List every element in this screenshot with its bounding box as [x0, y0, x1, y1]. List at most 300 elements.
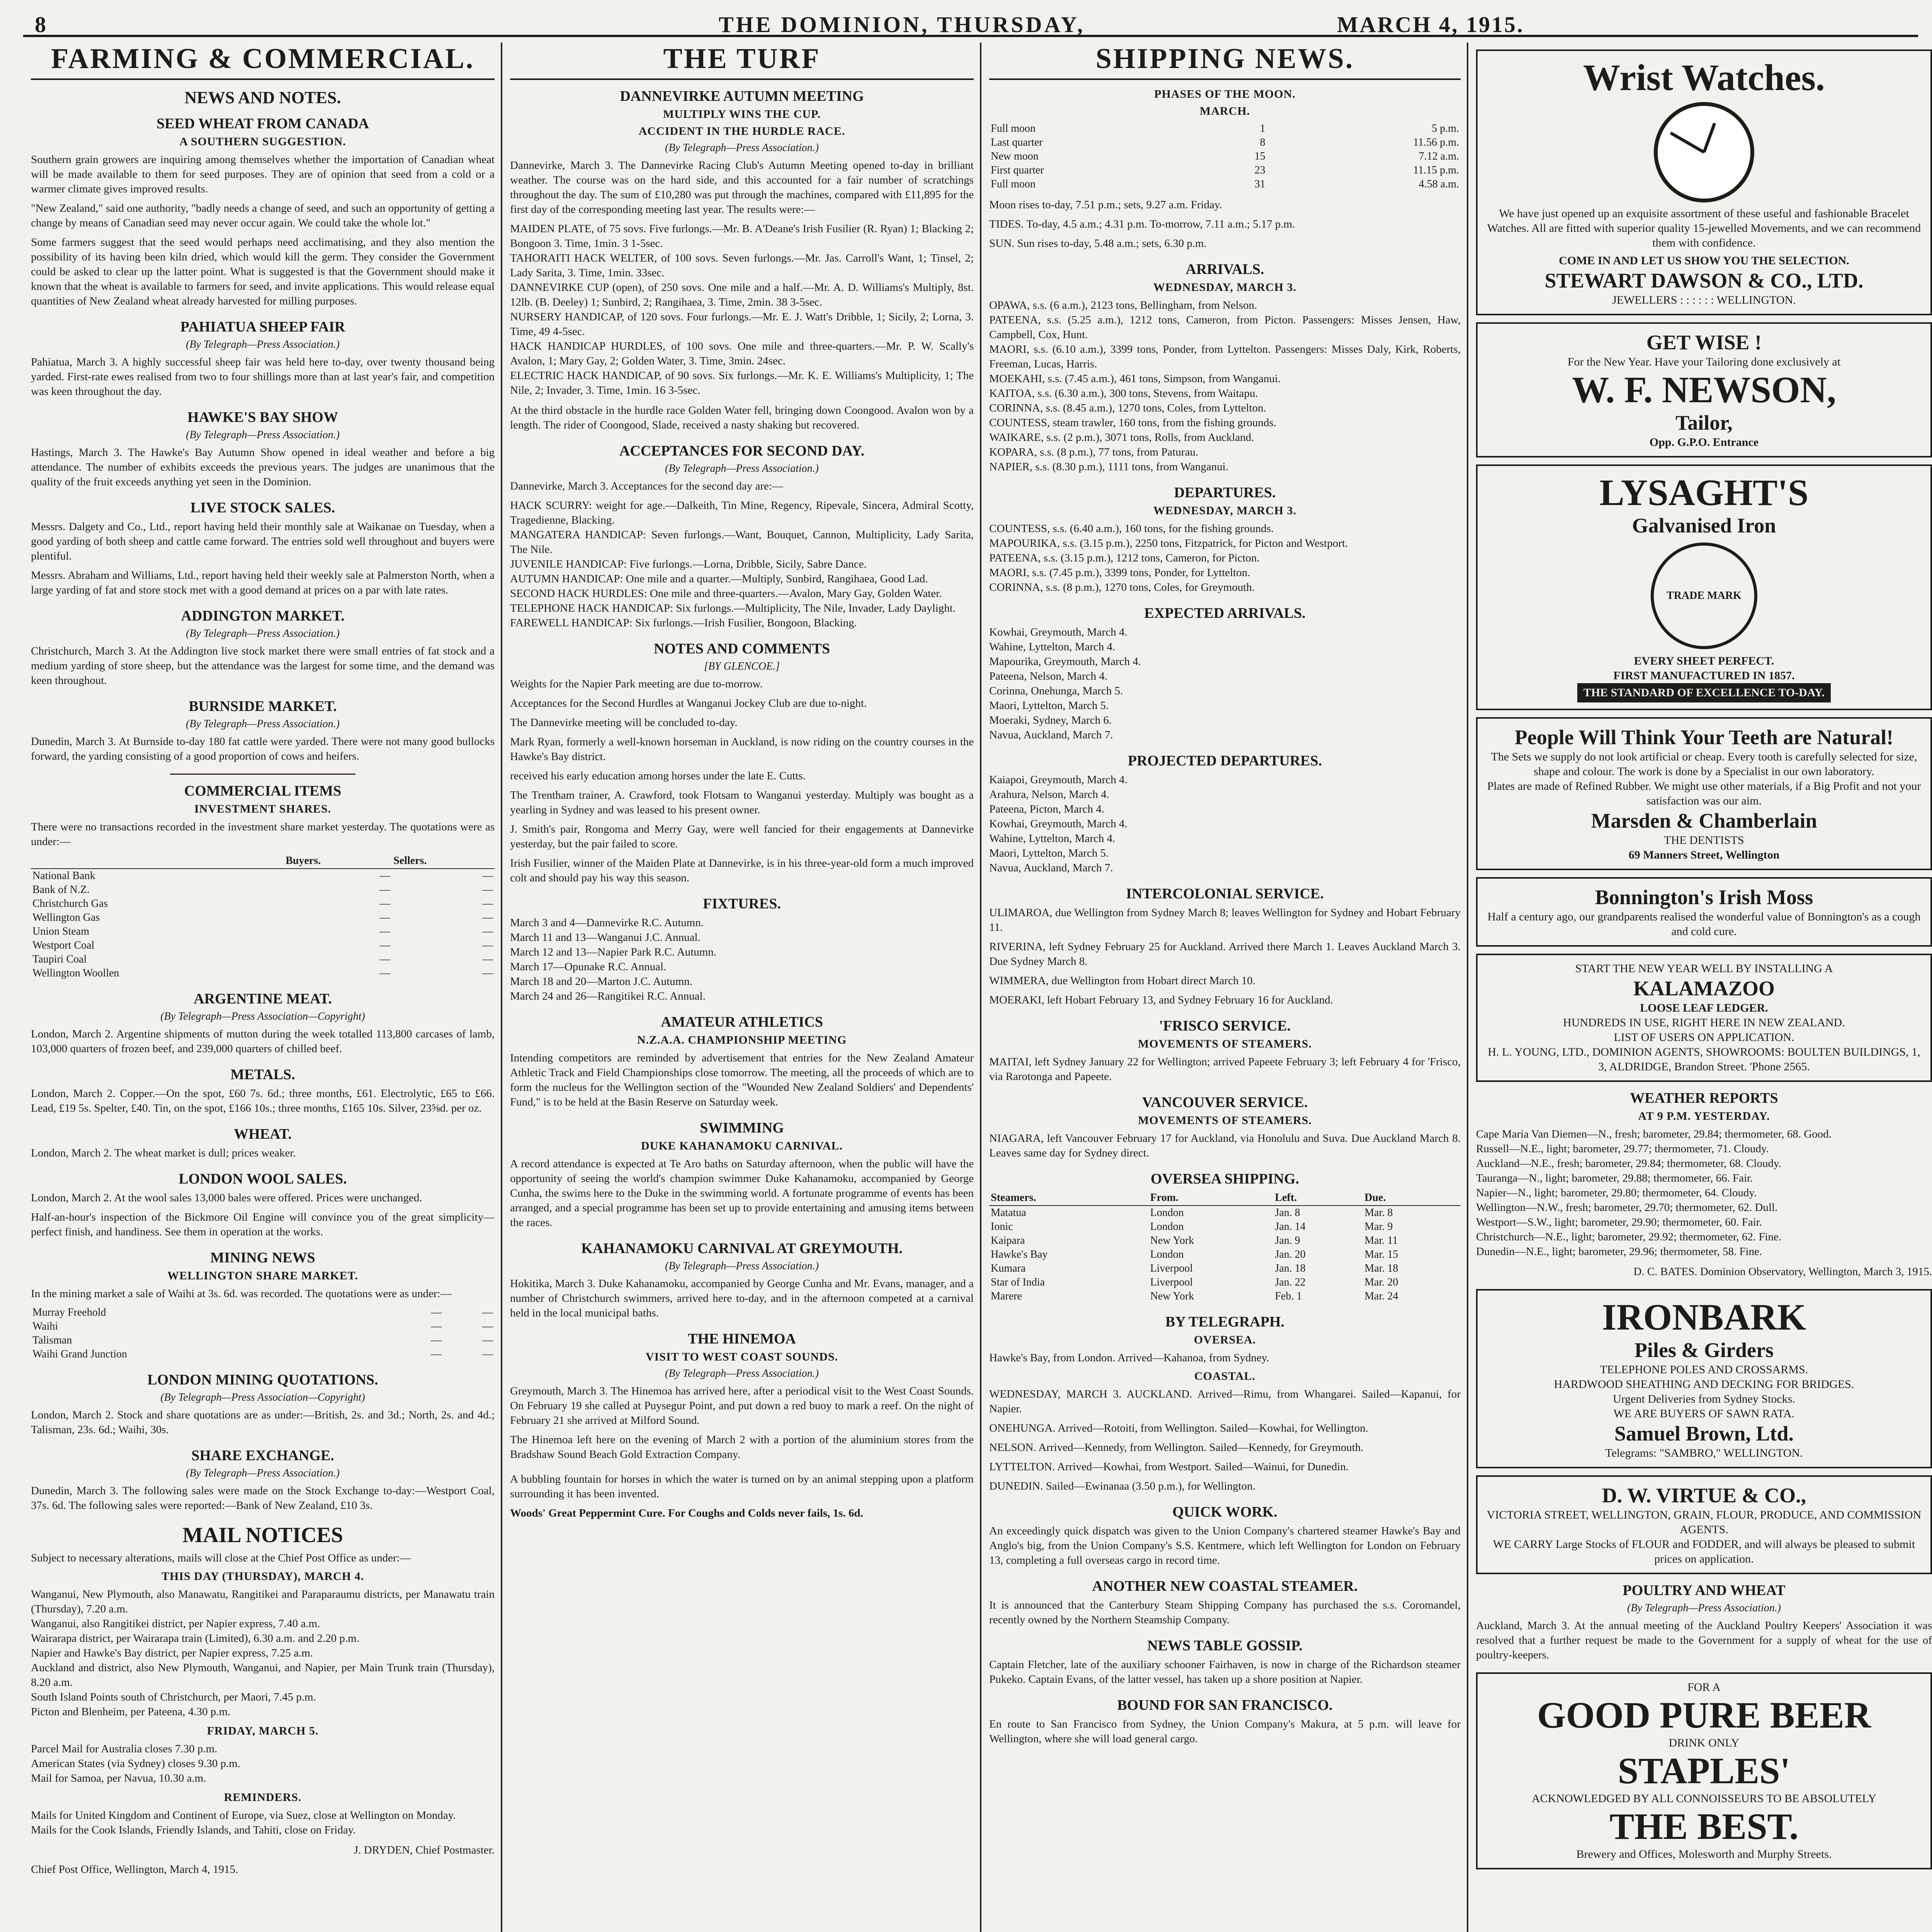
article-commercial	[31, 782, 495, 980]
list-item: Mail for Samoa, per Navua, 10.30 a.m.	[31, 1772, 206, 1784]
ad-title: GOOD PURE BEER	[1537, 1694, 1871, 1736]
list-item: Auckland and district, also New Plymouth, Wanganui, and Napier, per Main Trunk train (Thursday), 8.20 a.m.	[31, 1662, 495, 1689]
mail-reminders-heading: REMINDERS.	[224, 1791, 302, 1804]
page-number: 8	[35, 12, 46, 37]
table-row: Murray Freehold — —	[32, 1306, 493, 1318]
table-row: Waihi Grand Junction — —	[32, 1348, 493, 1360]
list-item: PATEENA, s.s. (3.15 p.m.), 1212 tons, Cameron, for Picton.	[989, 552, 1260, 564]
ad-text: 69 Manners Street, Wellington	[1628, 849, 1780, 861]
article-seed-wheat	[31, 115, 495, 308]
section-heading-farming: FARMING & COMMERCIAL.	[31, 43, 495, 80]
article-subheading: INVESTMENT SHARES.	[194, 803, 332, 815]
article-headline: WEATHER REPORTS	[1630, 1090, 1778, 1106]
article-headline: ACCEPTANCES FOR SECOND DAY.	[619, 443, 865, 459]
column-advertisements	[1476, 43, 1932, 1932]
article-paragraph: DUNEDIN. Sailed—Ewinanaa (3.50 p.m.), for Wellington.	[989, 1480, 1255, 1492]
table-row: Star of India Liverpool Jan. 22 Mar. 20	[991, 1276, 1398, 1288]
oversea-table	[989, 1190, 1461, 1303]
list-item: Kowhai, Greymouth, March 4.	[989, 626, 1128, 638]
ad-text: FIRST MANUFACTURED IN 1857.	[1613, 669, 1795, 682]
list-item: Pateena, Nelson, March 4.	[989, 670, 1108, 682]
ad-title: GET WISE !	[1646, 331, 1762, 354]
article-table-gossip	[989, 1637, 1461, 1687]
article-moon-phases	[989, 88, 1461, 251]
sun-times: SUN. Sun rises to-day, 5.48 a.m.; sets, 6.30 p.m.	[989, 237, 1207, 250]
ad-text: THE DENTISTS	[1664, 834, 1744, 847]
tides: TIDES. To-day, 4.5 a.m.; 4.31 p.m. To-morrow, 7.11 a.m.; 5.17 p.m.	[989, 218, 1295, 230]
article-live-stock	[31, 499, 495, 597]
list-item: AUTUMN HANDICAP: One mile and a quarter.—Multiply, Sunbird, Rangihaea, Good Lad.	[510, 573, 928, 585]
list-item: MAIDEN PLATE, of 75 sovs. Five furlongs.—Mr. B. A'Deane's Irish Fusilier (R. Ryan) 1; Blacking 2; Bongoon 3. Time, 1min. 3 1-5sec.	[510, 223, 974, 250]
article-hawkes-bay	[31, 409, 495, 489]
list-item: Napier—N., light; barometer, 29.80; thermometer, 64. Cloudy.	[1476, 1187, 1757, 1199]
list-item: Wahine, Lyttelton, March 4.	[989, 641, 1116, 653]
list-item: Auckland—N.E., fresh; barometer, 29.84; thermometer, 68. Cloudy.	[1476, 1157, 1781, 1170]
article-departures	[989, 484, 1461, 595]
article-san-francisco	[989, 1697, 1461, 1746]
article-metals	[31, 1066, 495, 1116]
article-paragraph: MAITAI, left Sydney January 22 for Wellington; arrived Papeete February 3; left February 4 for 'Frisco, via Rarotonga and Papeete.	[989, 1056, 1461, 1083]
ad-text: Urgent Deliveries from Sydney Stocks.	[1613, 1393, 1795, 1405]
column-turf	[510, 43, 974, 1932]
article-notes-comments	[510, 640, 974, 885]
list-item: Wairarapa district, per Wairarapa train (Limited), 6.30 a.m. and 2.20 p.m.	[31, 1632, 359, 1645]
article-headline: KAHANAMOKU CARNIVAL AT GREYMOUTH.	[581, 1240, 903, 1257]
article-paragraph: It is announced that the Canterbury Steam Shipping Company has purchased the s.s. Coromandel, recently owned by the Northern Steamship Company.	[989, 1599, 1461, 1626]
article-share-exchange	[31, 1447, 495, 1513]
article-paragraph: Greymouth, March 3. The Hinemoa has arrived here, after a periodical visit to the West Coast Sounds. On February 19 she called at Puysegur Point, and put down a red buoy to mark a reef. On the night of February 21 she arrived at Milford Sound.	[510, 1385, 974, 1427]
list-item: NURSERY HANDICAP, of 120 sovs. Four furlongs.—Mr. E. J. Watt's Dribble, 1; Sicily, 2; Lorna, 3. Time, 49 4-5sec.	[510, 311, 974, 338]
list-item: KOPARA, s.s. (8 p.m.), 77 tons, from Paturau.	[989, 446, 1199, 458]
article-fixtures	[510, 895, 974, 1003]
list-item: American States (via Sydney) closes 9.30 p.m.	[31, 1757, 241, 1770]
article-headline: VANCOUVER SERVICE.	[1142, 1094, 1308, 1111]
article-headline: MAIL NOTICES	[182, 1523, 343, 1547]
table-row: Hawke's Bay London Jan. 20 Mar. 15	[991, 1248, 1398, 1260]
ad-title: IRONBARK	[1602, 1296, 1806, 1338]
list-item: Kowhai, Greymouth, March 4.	[989, 818, 1128, 830]
article-paragraph: RIVERINA, left Sydney February 25 for Auckland. Arrived there March 1. Leaves Auckland March 3. Due Sydney March 8.	[989, 940, 1461, 968]
list-item: March 12 and 13—Napier Park R.C. Autumn.	[510, 946, 717, 958]
column-rule	[501, 43, 502, 1932]
article-credit: (By Telegraph—Press Association.)	[186, 1467, 340, 1479]
mail-list	[31, 1808, 495, 1837]
article-paragraph: J. Smith's pair, Rongoma and Merry Gay, were well fancied for their engagements at Dannevirke yesterday, but the pair failed to score.	[510, 823, 974, 850]
table-row: Last quarter 8 11.56 p.m.	[991, 136, 1459, 148]
article-headline: ANOTHER NEW COASTAL STEAMER.	[1092, 1578, 1358, 1594]
race-results	[510, 221, 974, 398]
moon-rise: Moon rises to-day, 7.51 p.m.; sets, 9.27 a.m. Friday.	[989, 199, 1222, 211]
list-item: Wellington—N.W., fresh; barometer, 29.70; thermometer, 62. Dull.	[1476, 1201, 1778, 1214]
article-headline: NEWS TABLE GOSSIP.	[1147, 1638, 1303, 1654]
article-paragraph: ONEHUNGA. Arrived—Rotoiti, from Wellington. Sailed—Kowhai, for Wellington.	[989, 1422, 1368, 1434]
table-row: Taupiri Coal — —	[32, 953, 493, 965]
article-projected-departures	[989, 752, 1461, 875]
list-item: Cape Maria Van Diemen—N., fresh; barometer, 29.84; thermometer, 68. Good.	[1476, 1128, 1832, 1140]
article-headline: MINING NEWS	[210, 1250, 315, 1266]
fountain-note: A bubbling fountain for horses in which the water is turned on by an animal stepping upon a platform surrounding it has been invented.	[510, 1473, 974, 1500]
article-headline: OVERSEA SHIPPING.	[1150, 1171, 1299, 1187]
column-rule	[980, 43, 981, 1932]
table-row: National Bank — —	[32, 870, 493, 882]
mining-table	[31, 1306, 495, 1361]
mail-day-heading: THIS DAY (THURSDAY), MARCH 4.	[161, 1570, 364, 1583]
ad-text: THE STANDARD OF EXCELLENCE TO-DAY.	[1577, 683, 1831, 702]
ad-virtue	[1476, 1475, 1932, 1574]
list-item: Napier and Hawke's Bay district, per Napier express, 7.25 a.m.	[31, 1647, 313, 1659]
article-argentine-meat	[31, 990, 495, 1056]
article-paragraph: A record attendance is expected at Te Aro baths on Saturday afternoon, when the public will have the opportunity of seeing the world's champion swimmer Duke Kahanamoku, accompanied by George Cunha, the swims here to the Duke in the swimming world. A fortunate programme of events has been arranged, and a special programme has been set up to provide entertaining and amusing items between the races.	[510, 1158, 974, 1229]
table-header-row: Buyers. Sellers.	[31, 854, 495, 869]
article-paragraph: Captain Fletcher, late of the auxiliary schooner Fairhaven, is now in charge of the Richardson steamer Pukeko. Captain Evans, of the latter vessel, has taken up a shore position at Napier.	[989, 1658, 1461, 1685]
list-item: March 11 and 13—Wanganui J.C. Annual.	[510, 931, 701, 944]
article-weather	[1476, 1090, 1932, 1279]
article-headline: DANNEVIRKE AUTUMN MEETING	[620, 88, 864, 104]
table-header-row: Steamers. From. Left. Due.	[989, 1190, 1461, 1206]
list-item: MOEKAHI, s.s. (7.45 a.m.), 461 tons, Simpson, from Wanganui.	[989, 372, 1281, 385]
article-swimming	[510, 1119, 974, 1230]
mail-list	[31, 1587, 495, 1719]
article-paragraph: Dunedin, March 3. The following sales were made on the Stock Exchange to-day:—Westport Coal, 37s. 6d. The following sales were reported:—Bank of New Zealand, £10 3s.	[31, 1485, 495, 1512]
departure-list	[989, 521, 1461, 595]
article-mail-notices	[31, 1523, 495, 1877]
table-row: Matatua London Jan. 8 Mar. 8	[991, 1207, 1393, 1219]
article-headline: FIXTURES.	[703, 896, 781, 912]
list-item: NAPIER, s.s. (8.30 p.m.), 1111 tons, from Wanganui.	[989, 461, 1228, 473]
ad-text: H. L. YOUNG, LTD., DOMINION AGENTS, SHOWROOMS: BOULTEN BUILDINGS, 1, 3, ALDRIDGE, Brandon Street. 'Phone 2565.	[1488, 1046, 1920, 1073]
article-paragraph: Half-an-hour's inspection of the Bickmore Oil Engine will convince you of the great simplicity—perfect finish, and handiness. See them in operation at the works.	[31, 1211, 495, 1238]
list-item: Parcel Mail for Australia closes 7.30 p.m.	[31, 1743, 218, 1755]
list-item: March 17—Opunake R.C. Annual.	[510, 961, 667, 973]
article-headline: HAWKE'S BAY SHOW	[187, 409, 338, 425]
article-paragraph: Weights for the Napier Park meeting are due to-morrow.	[510, 678, 763, 690]
article-headline: INTERCOLONIAL SERVICE.	[1126, 886, 1324, 902]
article-credit: (By Telegraph—Press Association.)	[186, 628, 340, 639]
column-farming	[31, 43, 495, 1932]
list-item: Russell—N.E., light; barometer, 29.77; thermometer, 71. Cloudy.	[1476, 1143, 1769, 1155]
table-row: First quarter 23 11.15 p.m.	[991, 164, 1459, 176]
article-paragraph: An exceedingly quick dispatch was given to the Union Company's chartered steamer Hawke's Bay and Anglo's big, from the Union Company's S.S. Kentmere, which left Wellington for London on February 13, completing a full overseas cargo in record time.	[989, 1525, 1461, 1566]
table-row: Kumara Liverpool Jan. 18 Mar. 18	[991, 1262, 1398, 1274]
article-paragraph: Some farmers suggest that the seed would perhaps need acclimatising, and they also mention the possibility of its having been kiln dried, which would kill the germ. They consider the Government could be asked to clear up the latter point. What is suggested is that the Government should make it known that the wheat is available to farmers for seed, and invite applications. This would release equal quantities of New Zealand wheat already harvested for milling purposes.	[31, 236, 495, 307]
ad-title: Bonnington's Irish Moss	[1595, 886, 1813, 909]
list-item: Arahura, Nelson, March 4.	[989, 788, 1109, 801]
article-subheading: VISIT TO WEST COAST SOUNDS.	[645, 1350, 838, 1363]
article-headline: BY TELEGRAPH.	[1165, 1314, 1285, 1330]
article-credit: (By Telegraph—Press Association.)	[1627, 1602, 1781, 1614]
article-paragraph: Messrs. Abraham and Williams, Ltd., report having held their weekly sale at Palmerston North, when a large yarding of fat and store stock met with a good demand at prices on a par with late rates.	[31, 569, 495, 596]
ad-text: The Sets we supply do not look artificial or cheap. Every tooth is carefully selected for size, shape and colour. The work is done by a Specialist in our own laboratory.	[1491, 750, 1917, 778]
list-item: MAPOURIKA, s.s. (3.15 p.m.), 2250 tons, Fitzpatrick, for Picton and Westport.	[989, 537, 1348, 549]
article-paragraph: Hastings, March 3. The Hawke's Bay Autumn Show opened in ideal weather and before a big attendance. The number of exhibits exceeds the previous years. The judges are unanimous that the quality of the fruit exceeds anything yet seen in the Dominion.	[31, 446, 495, 488]
table-row: Christchurch Gas — —	[32, 898, 493, 910]
article-by-telegraph	[989, 1313, 1461, 1493]
article-headline: PAHIATUA SHEEP FAIR	[180, 319, 345, 335]
article-headline: LONDON MINING QUOTATIONS.	[147, 1372, 378, 1388]
list-item: Westport—S.W., light; barometer, 29.90; thermometer, 60. Fair.	[1476, 1216, 1762, 1228]
ad-text: FOR A	[1687, 1681, 1721, 1694]
list-item: Maori, Lyttelton, March 5.	[989, 847, 1109, 859]
article-dannevirke	[510, 88, 974, 432]
article-paragraph: received his early education among horses under the late E. Cutts.	[510, 770, 806, 782]
article-oversea-shipping	[989, 1170, 1461, 1303]
ad-text: THE BEST.	[1609, 1806, 1799, 1847]
ad-text: Telegrams: "SAMBRO," WELLINGTON.	[1605, 1447, 1803, 1459]
list-item: Picton and Blenheim, per Pateena, 4.30 p.m.	[31, 1706, 231, 1718]
ad-firm: STEWART DAWSON & CO., LTD.	[1544, 269, 1864, 292]
ad-text: Plates are made of Refined Rubber. We might use other materials, if a Big Profit and not your satisfaction was our aim.	[1487, 780, 1921, 807]
article-headline: QUICK WORK.	[1172, 1504, 1277, 1520]
ad-text: For the New Year. Have your Tailoring done exclusively at	[1567, 355, 1841, 368]
article-credit: (By Telegraph—Press Association.)	[665, 463, 819, 474]
list-item: Wanganui, New Plymouth, also Manawatu, Rangitikei and Paraparaumu districts, per Manawatu train (Thursday), 7.20 a.m.	[31, 1588, 495, 1615]
ad-text: Galvanised Iron	[1632, 514, 1776, 537]
article-credit: (By Telegraph—Press Association.)	[665, 142, 819, 154]
ad-irish-moss	[1476, 877, 1932, 947]
ad-text: Piles & Girders	[1634, 1338, 1774, 1362]
day-heading: WEDNESDAY, MARCH 3.	[1153, 281, 1297, 294]
list-item: MAORI, s.s. (6.10 a.m.), 3399 tons, Ponder, from Lyttelton. Passengers: Misses Daly, Kirk, Roberts, Freeman, Lucas, Harris.	[989, 343, 1461, 370]
article-paragraph: NIAGARA, left Vancouver February 17 for Auckland, via Honolulu and Suva. Due Auckland March 8. Leaves same day for Sydney direct.	[989, 1132, 1461, 1159]
ad-text: EVERY SHEET PERFECT.	[1634, 655, 1774, 667]
share-table	[31, 854, 495, 980]
article-paragraph: Hawke's Bay, from London. Arrived—Kahanoa, from Sydney.	[989, 1352, 1269, 1364]
table-row: Waihi — —	[32, 1320, 493, 1332]
article-paragraph: At the third obstacle in the hurdle race Golden Water fell, bringing down Coongood. Avalon won by a length. The rider of Coongood, Slade, received a nasty shaking but recovered.	[510, 404, 974, 431]
article-burnside	[31, 698, 495, 764]
ad-firm: Samuel Brown, Ltd.	[1614, 1422, 1794, 1445]
ad-text: HUNDREDS IN USE, RIGHT HERE IN NEW ZEALAND.	[1563, 1016, 1845, 1029]
list-item: DANNEVIRKE CUP (open), of 250 sovs. One mile and a half.—Mr. A. D. Williams's Multiply, 8st. 12lb. (B. Deeley) 1; Sunbird, 2; Rangihaea, 3. Time, 2min. 38 3-5sec.	[510, 281, 974, 308]
article-paragraph: Intending competitors are reminded by advertisement that entries for the New Zealand Amateur Athletic Track and Field Championships close tomorrow. The meeting, all the proceeds of which are to form the nucleus for the Wellington section of the "Wounded New Zealand Soldiers' and Dependents' Fund," is to be held at the Basin Reserve on Saturday week.	[510, 1052, 974, 1108]
article-headline: ARGENTINE MEAT.	[194, 991, 332, 1007]
list-item: HACK HANDICAP HURDLES, of 100 sovs. One mile and three-quarters.—Mr. P. W. Scally's Avalon, 1; Mary Gay, 2; Golden Water, 3. Time, 3min. 24sec.	[510, 340, 974, 367]
article-addington	[31, 607, 495, 688]
table-row: Talisman — —	[32, 1334, 493, 1346]
article-intercolonial	[989, 885, 1461, 1007]
article-vancouver-service	[989, 1094, 1461, 1160]
table-row: Full moon 1 5 p.m.	[991, 122, 1459, 134]
arrival-list	[989, 298, 1461, 474]
article-paragraph: Pahiatua, March 3. A highly successful sheep fair was held here to-day, over twenty thousand being yarded. First-rate ewes realised from two to four shillings more than at last year's fair, and competition was keen throughout the day.	[31, 356, 495, 398]
fixture-list	[510, 915, 974, 1003]
article-headline: ARRIVALS.	[1185, 261, 1264, 277]
article-headline: LIVE STOCK SALES.	[190, 500, 335, 516]
article-credit: (By Telegraph—Press Association—Copyright)	[160, 1391, 365, 1403]
article-paragraph: MOERAKI, left Hobart February 13, and Sydney February 16 for Auckland.	[989, 994, 1333, 1006]
article-credit: (By Telegraph—Press Association.)	[665, 1260, 819, 1272]
mail-day-heading: FRIDAY, MARCH 5.	[207, 1725, 319, 1737]
list-item: TELEPHONE HACK HANDICAP: Six furlongs.—Multiplicity, The Nile, Invader, Lady Daylight.	[510, 602, 956, 614]
list-item: FAREWELL HANDICAP: Six furlongs.—Irish Fusilier, Bongoon, Blacking.	[510, 617, 857, 629]
list-item: March 3 and 4—Dannevirke R.C. Autumn.	[510, 917, 704, 929]
ad-dentists	[1476, 717, 1932, 870]
article-headline: METALS.	[230, 1066, 295, 1083]
list-item: MANGATERA HANDICAP: Seven furlongs.—Want, Bouquet, Cannon, Multiplicity, Lady Sarita, The Nile.	[510, 529, 974, 556]
article-subheading: WELLINGTON SHARE MARKET.	[167, 1269, 358, 1282]
list-item: Mapourika, Greymouth, March 4.	[989, 655, 1141, 668]
article-paragraph: Irish Fusilier, winner of the Maiden Plate at Dannevirke, is in his three-year-old form a much improved colt and should pay his way this season.	[510, 857, 974, 884]
article-paragraph: Mark Ryan, formerly a well-known horseman in Auckland, is now riding on the country courses in the Hawke's Bay district.	[510, 736, 974, 763]
section-heading-shipping: SHIPPING NEWS.	[989, 43, 1461, 80]
article-poultry-wheat	[1476, 1582, 1932, 1662]
article-paragraph: London, March 2. Argentine shipments of mutton during the week totalled 113,800 carcases of lamb, 103,000 quarters of frozen beef, and 239,000 quarters of chilled beef.	[31, 1028, 495, 1055]
article-paragraph: Christchurch, March 3. At the Addington live stock market there were small entries of fat stock and a medium yarding of store sheep, but the attendance was the largest for some time, and the demand was keen throughout.	[31, 645, 495, 687]
ad-text: LIST OF USERS ON APPLICATION.	[1614, 1031, 1794, 1044]
article-subheading: MOVEMENTS OF STEAMERS.	[1138, 1114, 1312, 1127]
list-item: COUNTESS, s.s. (6.40 a.m.), 160 tons, for the fishing grounds.	[989, 522, 1274, 535]
article-paragraph: The Hinemoa left here on the evening of March 2 with a portion of the aluminium stores from the Bradshaw Sound Beach Gold Extraction Company.	[510, 1434, 974, 1461]
article-quick-work	[989, 1503, 1461, 1568]
list-item: WAIKARE, s.s. (2 p.m.), 3071 tons, Rolls, from Auckland.	[989, 431, 1254, 444]
article-paragraph: Acceptances for the Second Hurdles at Wanganui Jockey Club are due to-night.	[510, 697, 867, 709]
ad-text: HARDWOOD SHEATHING AND DECKING FOR BRIDGES.	[1554, 1378, 1854, 1391]
article-paragraph: Auckland, March 3. At the annual meeting of the Auckland Poultry Keepers' Association it was resolved that a further request be made to the Government for a supply of wheat for the use of poultry-keepers.	[1476, 1619, 1932, 1661]
table-row: Full moon 31 4.58 a.m.	[991, 178, 1459, 190]
article-coastal-steamer	[989, 1578, 1461, 1627]
expected-list	[989, 625, 1461, 742]
article-paragraph: En route to San Francisco from Sydney, the Union Company's Makura, at 5 p.m. will leave for Wellington, where she will load general cargo.	[989, 1718, 1461, 1745]
article-expected-arrivals	[989, 605, 1461, 742]
article-headline: DEPARTURES.	[1174, 485, 1276, 501]
moon-table	[989, 122, 1461, 191]
divider	[170, 774, 355, 775]
postmaster-signature: J. DRYDEN, Chief Postmaster.	[354, 1844, 495, 1856]
subsection-heading: NEWS AND NOTES.	[184, 88, 341, 107]
ad-newson-tailor	[1476, 322, 1932, 457]
ad-text: We have just opened up an exquisite assortment of these useful and fashionable Bracelet Watches. All are fitted with superior quality 15-jewelled Movements, and we can recommend them with confidence.	[1487, 207, 1921, 249]
ad-staples-beer	[1476, 1672, 1932, 1869]
list-item: CORINNA, s.s. (8 p.m.), 1270 tons, Coles, for Greymouth.	[989, 581, 1255, 594]
ad-text: VICTORIA STREET, WELLINGTON, GRAIN, FLOUR, PRODUCE, AND COMMISSION AGENTS.	[1486, 1509, 1922, 1536]
article-subheading: MULTIPLY WINS THE CUP.	[663, 108, 821, 121]
ad-text: WE ARE BUYERS OF SAWN RATA.	[1613, 1407, 1795, 1420]
article-headline: THE HINEMOA	[688, 1331, 796, 1347]
list-item: OPAWA, s.s. (6 a.m.), 2123 tons, Bellingham, from Nelson.	[989, 299, 1257, 311]
ad-text: LOOSE LEAF LEDGER.	[1640, 1002, 1768, 1014]
article-london-mining	[31, 1371, 495, 1437]
list-item: Wanganui, also Rangitikei district, per Napier express, 7.40 a.m.	[31, 1617, 320, 1630]
ad-lysaght-iron	[1476, 464, 1932, 710]
ad-kalamazoo-ledger	[1476, 954, 1932, 1082]
article-headline: SHARE EXCHANGE.	[191, 1447, 334, 1464]
article-credit: (By Telegraph—Press Association.)	[186, 429, 340, 441]
ad-text: WE CARRY Large Stocks of FLOUR and FODDER, and will always be pleased to submit prices on application.	[1493, 1538, 1915, 1565]
article-wheat	[31, 1126, 495, 1160]
list-item: KAITOA, s.s. (6.30 a.m.), 300 tons, Stevens, from Waitapu.	[989, 387, 1258, 400]
ad-text: ACKNOWLEDGED BY ALL CONNOISSEURS TO BE ABSOLUTELY	[1531, 1792, 1877, 1805]
ad-text: TELEPHONE POLES AND CROSSARMS.	[1600, 1363, 1808, 1376]
table-row: Kaipara New York Jan. 9 Mar. 11	[991, 1235, 1398, 1247]
article-subheading: PHASES OF THE MOON.	[1154, 88, 1296, 100]
list-item: PATEENA, s.s. (5.25 a.m.), 1212 tons, Cameron, from Picton. Passengers: Misses Jensen, Haw, Campbell, Cox, Hunt.	[989, 314, 1461, 341]
ad-text: DRINK ONLY	[1668, 1736, 1740, 1749]
article-subheading: MOVEMENTS OF STEAMERS.	[1138, 1037, 1312, 1050]
ad-text: Opp. G.P.O. Entrance	[1649, 436, 1759, 449]
table-row: Wellington Woollen — —	[32, 967, 493, 979]
article-headline: ADDINGTON MARKET.	[181, 608, 345, 624]
list-item: South Island Points south of Christchurch, per Maori, 7.45 p.m.	[31, 1691, 316, 1703]
article-headline: POULTRY AND WHEAT	[1622, 1582, 1786, 1599]
table-row: Westport Coal — —	[32, 939, 493, 951]
article-credit: (By Telegraph—Press Association—Copyright)	[160, 1010, 365, 1022]
article-paragraph: WIMMERA, due Wellington from Hobart direct March 10.	[989, 975, 1255, 987]
article-credit: [BY GLENCOE.]	[704, 660, 780, 672]
article-paragraph: In the mining market a sale of Waihi at 3s. 6d. was recorded. The quotations were as under:—	[31, 1287, 452, 1300]
article-paragraph: Messrs. Dalgety and Co., Ltd., report having held their monthly sale at Waikanae on Tuesday, when a good yarding of both sheep and cattle came forward. The entries sold well throughout and buyers were plentiful.	[31, 520, 495, 562]
article-paragraph: ULIMAROA, due Wellington from Sydney March 8; leaves Wellington for Sydney and Hobart February 11.	[989, 906, 1461, 934]
article-paragraph: WEDNESDAY, MARCH 3. AUCKLAND. Arrived—Rimu, from Whangarei. Sailed—Kapanui, for Napier.	[989, 1388, 1461, 1415]
article-headline: EXPECTED ARRIVALS.	[1144, 605, 1306, 621]
article-headline: BOUND FOR SAN FRANCISCO.	[1117, 1697, 1333, 1713]
list-item: Dunedin—N.E., light; barometer, 29.96; thermometer, 58. Fine.	[1476, 1245, 1762, 1258]
month-label: MARCH.	[1199, 105, 1250, 117]
ad-text: START THE NEW YEAR WELL BY INSTALLING A	[1575, 962, 1833, 975]
article-headline: COMMERCIAL ITEMS	[184, 783, 342, 799]
list-item: Mails for United Kingdom and Continent of Europe, via Suez, close at Wellington on Monday.	[31, 1809, 456, 1821]
article-subheading: AT 9 P.M. YESTERDAY.	[1638, 1110, 1770, 1122]
watch-icon	[1654, 102, 1754, 202]
list-item: Christchurch—N.E., light; barometer, 29.92; thermometer, 62. Fine.	[1476, 1231, 1782, 1243]
table-row: Ionic London Jan. 14 Mar. 9	[991, 1221, 1393, 1233]
ad-title: LYSAGHT'S	[1599, 472, 1809, 513]
post-office-dateline: Chief Post Office, Wellington, March 4, 1915.	[31, 1863, 238, 1876]
list-item: Mails for the Cook Islands, Friendly Islands, and Tahiti, close on Friday.	[31, 1824, 356, 1836]
acceptance-list	[510, 498, 974, 630]
list-item: ELECTRIC HACK HANDICAP, of 90 sovs. Six furlongs.—Mr. K. E. Williams's Multiplicity, 1; The Nile, 2; Invader, 3. Time, 1min. 16 3-5sec.	[510, 369, 974, 396]
article-paragraph: Dannevirke, March 3. The Dannevirke Racing Club's Autumn Meeting opened to-day in brilliant weather. The course was on the hard side, and this accounted for a fair number of scratchings throughout the day. The sum of £10,280 was put through the machines, compared with £11,895 for the first day of the corresponding meeting last year. The results were:—	[510, 159, 974, 216]
article-paragraph: London, March 2. Copper.—On the spot, £60 7s. 6d.; three months, £61. Electrolytic, £65 to £66. Lead, £19 5s. Spelter, £40. Tin, on the spot, £166 10s.; three months, £165 10s. Silver, 23⅝d. per oz.	[31, 1087, 495, 1114]
article-headline: WHEAT.	[234, 1126, 292, 1142]
weather-list	[1476, 1127, 1932, 1259]
article-mining	[31, 1249, 495, 1361]
list-item: CORINNA, s.s. (8.45 a.m.), 1270 tons, Coles, from Lyttelton.	[989, 402, 1266, 414]
list-item: Maori, Lyttelton, March 5.	[989, 699, 1109, 712]
list-item: Wahine, Lyttelton, March 4.	[989, 832, 1116, 845]
article-subheading: N.Z.A.A. CHAMPIONSHIP MEETING	[637, 1034, 847, 1046]
article-kahanamoku	[510, 1240, 974, 1320]
article-paragraph: Subject to necessary alterations, mails will close at the Chief Post Office as under:—	[31, 1552, 411, 1564]
ad-text: Tailor,	[1675, 411, 1733, 434]
table-row: Marere New York Feb. 1 Mar. 24	[991, 1290, 1398, 1302]
article-subheading: DUKE KAHANAMOKU CARNIVAL.	[641, 1139, 843, 1152]
list-item: SECOND HACK HURDLES: One mile and three-quarters.—Avalon, Mary Gay, Golden Water.	[510, 587, 942, 600]
list-item: Moeraki, Sydney, March 6.	[989, 714, 1112, 726]
observatory-signature: D. C. BATES. Dominion Observatory, Wellington, March 3, 1915.	[1633, 1265, 1932, 1278]
ad-text: Brewery and Offices, Molesworth and Murphy Streets.	[1576, 1848, 1832, 1861]
article-paragraph: The Dannevirke meeting will be concluded to-day.	[510, 716, 738, 729]
ad-firm: STAPLES'	[1617, 1750, 1791, 1791]
article-paragraph: Dannevirke, March 3. Acceptances for the second day are:—	[510, 480, 783, 492]
list-item: Corinna, Onehunga, March 5.	[989, 685, 1123, 697]
ad-ironbark	[1476, 1289, 1932, 1468]
article-paragraph: LYTTELTON. Arrived—Kowhai, from Westport. Sailed—Wainui, for Dunedin.	[989, 1461, 1349, 1473]
article-athletics	[510, 1014, 974, 1109]
masthead	[23, 12, 1918, 37]
article-headline: BURNSIDE MARKET.	[189, 698, 337, 714]
ad-firm: Marsden & Chamberlain	[1591, 809, 1817, 832]
day-heading: WEDNESDAY, MARCH 3.	[1153, 504, 1297, 517]
trade-mark-seal-icon: TRADE MARK	[1651, 543, 1757, 649]
article-paragraph: "New Zealand," said one authority, "badly needs a change of seed, and such an opportunity of getting a change by means of Canadian seed may never occur again. We could take the whole lot."	[31, 202, 495, 229]
article-headline: SWIMMING	[700, 1120, 784, 1136]
list-item: MAORI, s.s. (7.45 p.m.), 3399 tons, Ponder, for Lyttelton.	[989, 566, 1250, 579]
article-paragraph: The Trentham trainer, A. Crawford, took Flotsam to Wanganui yesterday. Multiply was bought as a yearling in Sydney and was leased to his present owner.	[510, 789, 974, 816]
section-heading-turf: THE TURF	[510, 43, 974, 80]
article-paragraph: NELSON. Arrived—Kennedy, from Wellington. Sailed—Kennedy, for Greymouth.	[989, 1441, 1364, 1454]
article-acceptances	[510, 442, 974, 630]
table-row: Union Steam — —	[32, 925, 493, 937]
